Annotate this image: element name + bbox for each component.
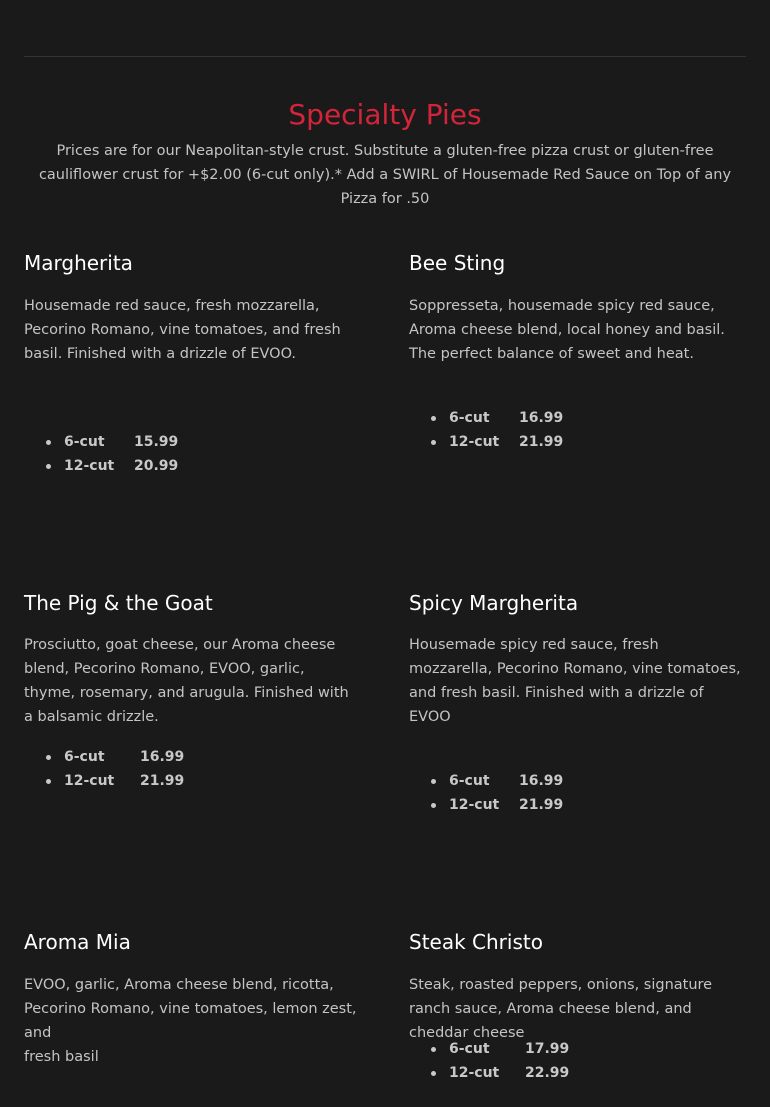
- price-row: [431, 430, 563, 454]
- price-list: [24, 745, 184, 793]
- price-row: [431, 1061, 569, 1085]
- size-label: 12-cut: [449, 1065, 500, 1081]
- menu-item-steak-christo: [409, 929, 749, 1081]
- price-value: 21.99: [519, 797, 564, 813]
- price-value: 16.99: [519, 773, 564, 789]
- item-description: Housemade red sauce, fresh mozzarella, Pecorino Romano, vine tomatoes, and fresh basil. Finished with a drizzle of EVOO.: [24, 298, 341, 362]
- size-label: 6-cut: [64, 749, 105, 765]
- price-list: [409, 406, 563, 454]
- section-title: Specialty Pies: [288, 98, 482, 131]
- price-value: 20.99: [134, 458, 179, 474]
- item-description: EVOO, garlic, Aroma cheese blend, ricotta, Pecorino Romano, vine tomatoes, lemon zest, and fresh basil: [24, 977, 357, 1065]
- price-value: 22.99: [525, 1065, 570, 1081]
- item-description: Steak, roasted peppers, onions, signature ranch sauce, Aroma cheese blend, and cheddar cheese: [409, 977, 713, 1041]
- size-label: 6-cut: [64, 434, 105, 450]
- price-list: [24, 430, 178, 478]
- price-row: [431, 1037, 569, 1061]
- price-value: 21.99: [140, 773, 185, 789]
- price-row: [46, 745, 184, 769]
- price-row: [46, 454, 178, 478]
- menu-item-margherita: [24, 250, 364, 474]
- item-name: Spicy Margherita: [409, 591, 579, 615]
- size-label: 12-cut: [449, 797, 500, 813]
- item-name: The Pig & the Goat: [24, 591, 213, 615]
- divider: [24, 56, 746, 57]
- price-value: 15.99: [134, 434, 179, 450]
- menu-item-aroma-mia: [24, 929, 364, 1065]
- size-label: 6-cut: [449, 1041, 490, 1057]
- item-description: Soppresseta, housemade spicy red sauce, Aroma cheese blend, local honey and basil. The perfect balance of sweet and heat.: [409, 298, 725, 362]
- item-name: Margherita: [24, 251, 133, 275]
- size-label: 6-cut: [449, 773, 490, 789]
- menu-item-spicy-margherita: [409, 590, 749, 813]
- item-name: Steak Christo: [409, 930, 543, 954]
- price-row: [431, 769, 563, 793]
- price-row: [46, 769, 184, 793]
- size-label: 12-cut: [64, 773, 115, 789]
- price-value: 16.99: [519, 410, 564, 426]
- item-description: Prosciutto, goat cheese, our Aroma cheese blend, Pecorino Romano, EVOO, garlic, thyme, rosemary, and arugula. Finished with a balsamic drizzle.: [24, 637, 349, 725]
- price-row: [431, 793, 563, 817]
- section-note: Prices are for our Neapolitan-style crust. Substitute a gluten-free pizza crust or gluten-free cauliflower crust for +$2.00 (6-cut only).* Add a SWIRL of Housemade Red Sauce on Top of any Pizza for .50: [38, 143, 732, 207]
- item-name: Aroma Mia: [24, 930, 131, 954]
- item-name: Bee Sting: [409, 251, 506, 275]
- price-row: [46, 430, 178, 454]
- size-label: 6-cut: [449, 410, 490, 426]
- price-value: 21.99: [519, 434, 564, 450]
- item-description: Housemade spicy red sauce, fresh mozzarella, Pecorino Romano, vine tomatoes, and fresh basil. Finished with a drizzle of EVOO: [409, 637, 741, 725]
- menu-item-pig-and-goat: [24, 590, 364, 789]
- price-list: [409, 1037, 569, 1085]
- price-value: 16.99: [140, 749, 185, 765]
- size-label: 12-cut: [64, 458, 115, 474]
- price-value: 17.99: [525, 1041, 570, 1057]
- size-label: 12-cut: [449, 434, 500, 450]
- menu-item-bee-sting: [409, 250, 749, 450]
- price-row: [431, 406, 563, 430]
- price-list: [409, 769, 563, 817]
